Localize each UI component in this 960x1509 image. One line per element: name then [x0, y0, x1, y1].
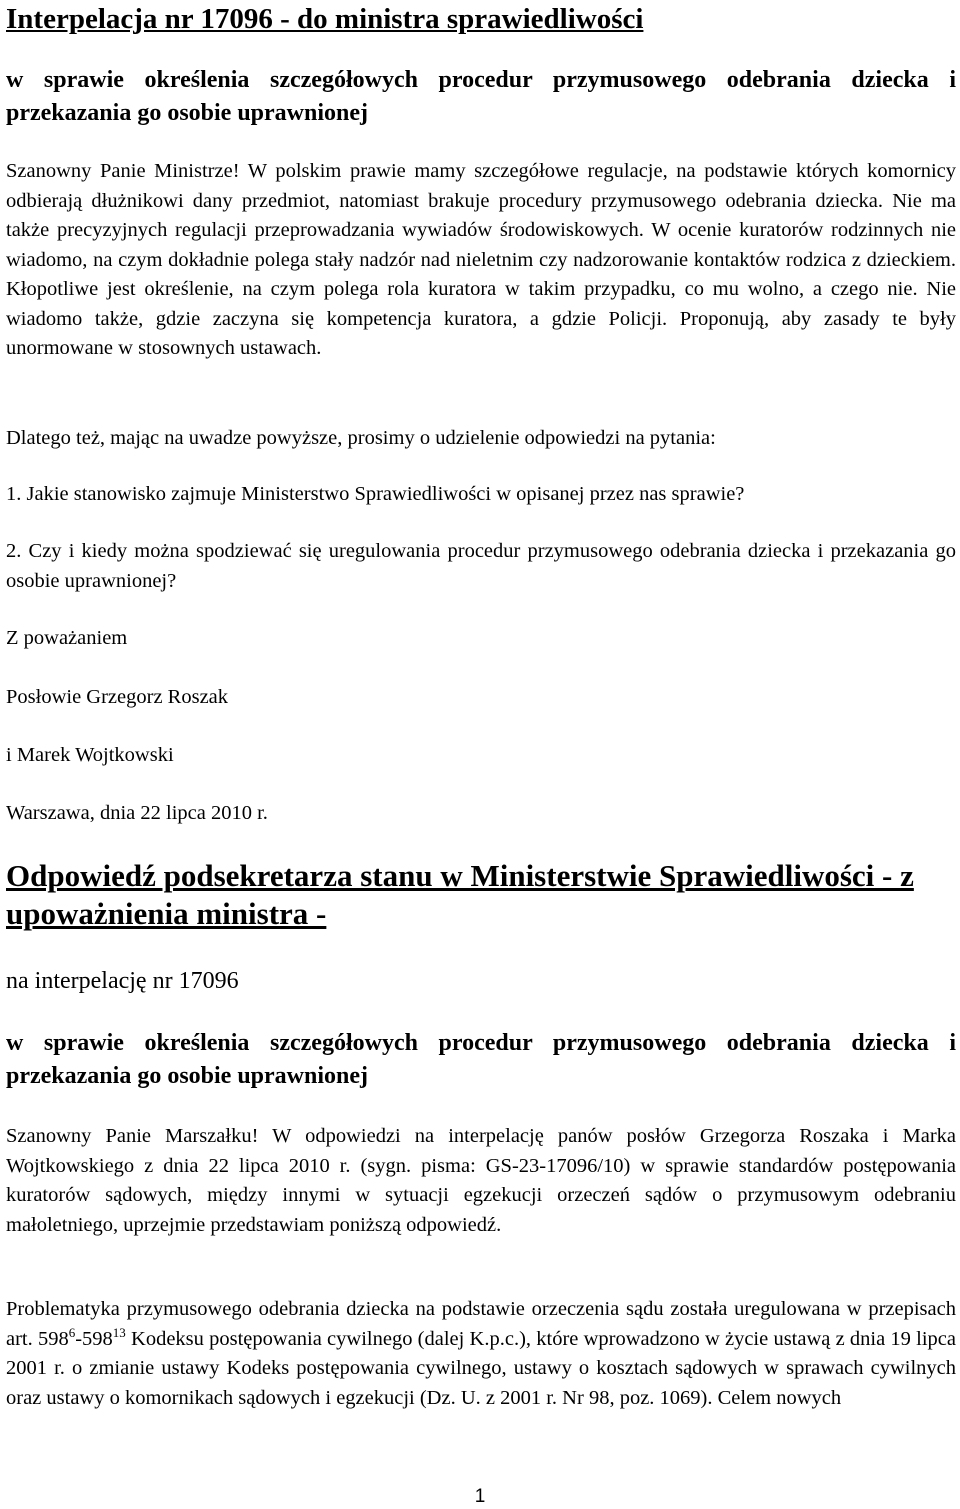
answer-paragraph-2-part-b: -598	[75, 1327, 113, 1350]
interpellation-subject: w sprawie określenia szczegółowych procedur przymusowego odebrania dziecka i przekazania go osobie uprawnionej	[6, 67, 956, 126]
closing-greeting: Z poważaniem	[6, 627, 128, 649]
footnote-superscript-13: 13	[112, 1324, 126, 1340]
answer-paragraph-2-part-c: Kodeksu postępowania cywilnego (dalej K.p.c.), które wprowadzono w życie ustawą z dnia 19 lipca 2001 r. o zmianie ustawy Kodeks postępowania cywilnego, ustawy o kosztach sądowych w sprawach cywilnych oraz ustawy o komornikach sądowych i egzekucji (Dz. U. z 2001 r. Nr 98, poz. 1069). Celem nowych	[6, 1327, 956, 1409]
answer-paragraph-1: Szanowny Panie Marszałku! W odpowiedzi na interpelację panów posłów Grzegorza Roszaka i Marka Wojtkowskiego z dnia 22 lipca 2010 r. (sygn. pisma: GS-23-17096/10) w sprawie standardów postępowania kuratorów sądowych, między innymi w sytuacji egzekucji orzeczeń sądów o przymusowym odebraniu małoletniego, uprzejmie przedstawiam poniższą odpowiedź.	[6, 1125, 956, 1236]
signature-line-1: Posłowie Grzegorz Roszak	[6, 686, 229, 708]
signature-line-2: i Marek Wojtkowski	[6, 744, 174, 766]
question-2: 2. Czy i kiedy można spodziewać się uregulowania procedur przymusowego odebrania dziecka i przekazania go osobie uprawnionej?	[6, 540, 956, 592]
place-date: Warszawa, dnia 22 lipca 2010 r.	[6, 802, 268, 824]
questions-intro: Dlatego też, mając na uwadze powyższe, prosimy o udzielenie odpowiedzi na pytania:	[6, 427, 716, 449]
interpellation-title: Interpelacja nr 17096 - do ministra sprawiedliwości	[6, 3, 644, 35]
answer-reference: na interpelację nr 17096	[6, 968, 239, 994]
answer-heading: Odpowiedź podsekretarza stanu w Ministerstwie Sprawiedliwości - z upoważnienia ministra -	[6, 858, 914, 931]
answer-paragraph-2-part-a: Problematyka przymusowego odebrania dziecka na podstawie orzeczenia sądu została uregulowana w przepisach art. 598	[6, 1298, 956, 1350]
page-number: 1	[474, 1486, 486, 1507]
answer-paragraph-2	[6, 1295, 956, 1413]
footnote-superscript-6: 6	[68, 1324, 76, 1340]
answer-subject: w sprawie określenia szczegółowych procedur przymusowego odebrania dziecka i przekazania go osobie uprawnionej	[6, 1030, 956, 1089]
question-1: 1. Jakie stanowisko zajmuje Ministerstwo Sprawiedliwości w opisanej przez nas sprawie?	[6, 483, 745, 505]
interpellation-body: Szanowny Panie Ministrze! W polskim prawie mamy szczegółowe regulacje, na podstawie których komornicy odbierają dłużnikowi dany przedmiot, natomiast brakuje procedury przymusowego odebrania dziecka. Nie ma także precyzyjnych regulacji przeprowadzania wywiadów środowiskowych. W ocenie kuratorów rodzinnych nie wiadomo, na czym dokładnie polega stały nadzór nad nieletnim czy nadzorowanie kontaktów rodzica z dzieckiem. Kłopotliwe jest określenie, na czym polega rola kuratora w takim przypadku, co mu wolno, a czego nie. Nie wiadomo także, gdzie zaczyna się kompetencja kuratora, a gdzie Policji. Proponują, aby zasady te były unormowane w stosownych ustawach.	[6, 160, 956, 359]
